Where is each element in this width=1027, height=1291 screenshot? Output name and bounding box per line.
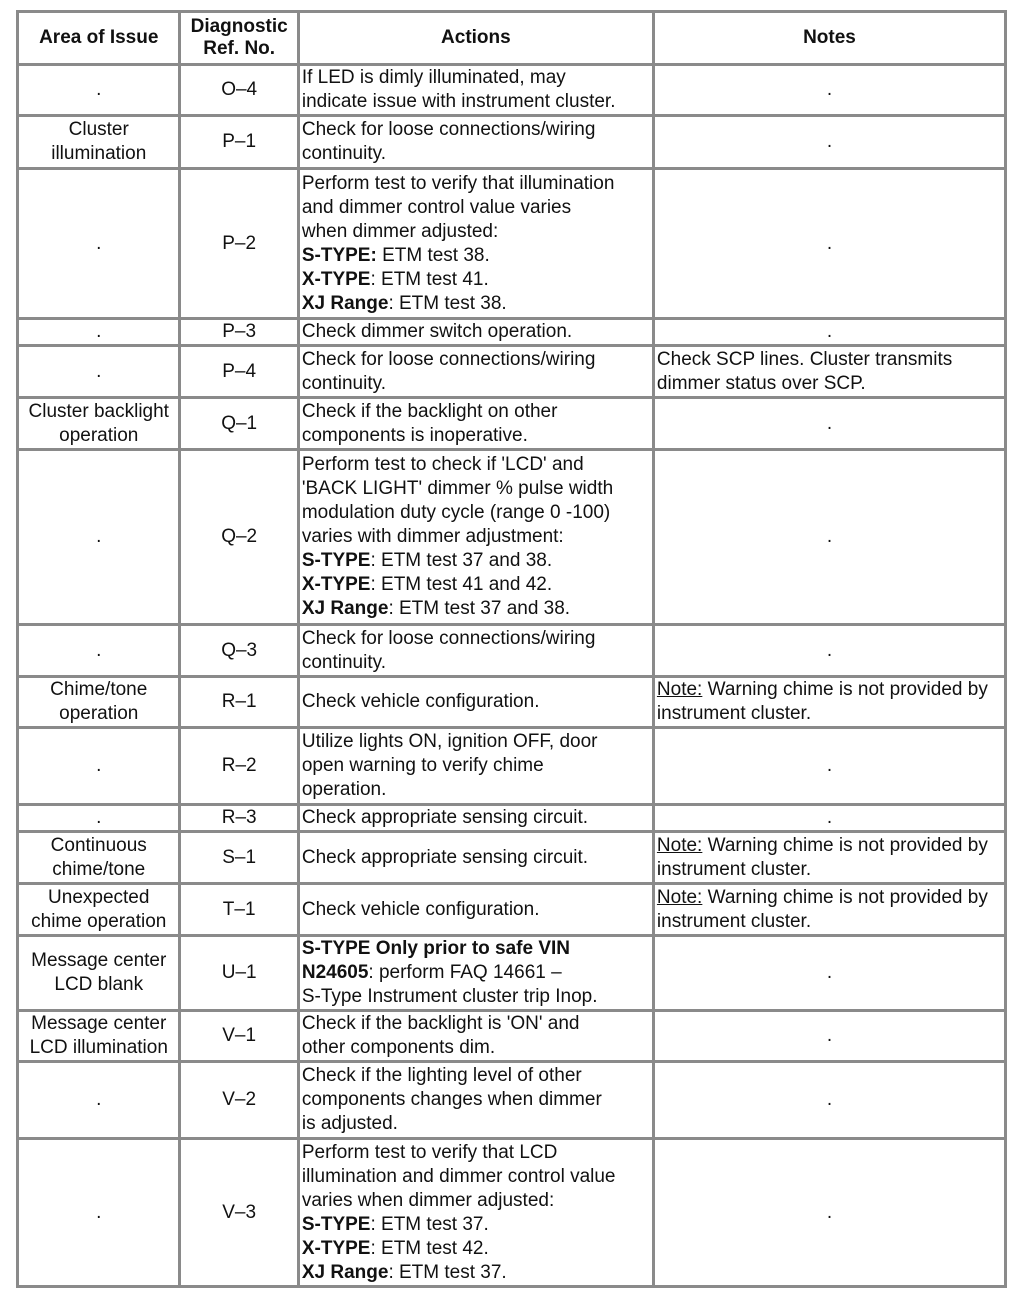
action-text: : ETM test 37 and 38. bbox=[388, 598, 571, 619]
cell-area: Unexpected chime operation bbox=[18, 884, 180, 936]
action-line bbox=[302, 690, 650, 714]
cell-actions bbox=[298, 116, 653, 169]
cell-notes: . bbox=[653, 936, 1005, 1011]
action-line bbox=[302, 372, 650, 396]
action-line bbox=[302, 90, 650, 114]
action-text: Perform test to check if 'LCD' and bbox=[301, 454, 584, 475]
cell-actions bbox=[298, 832, 653, 884]
action-text: Check if the backlight on other bbox=[301, 400, 558, 422]
action-line bbox=[302, 754, 650, 778]
cell-area: . bbox=[18, 169, 180, 319]
action-text: and dimmer control value varies bbox=[301, 196, 572, 218]
action-line bbox=[302, 846, 650, 870]
action-text: : ETM test 37 and 38. bbox=[370, 550, 553, 571]
action-text: is adjusted. bbox=[301, 1113, 398, 1134]
action-text: Check vehicle configuration. bbox=[301, 691, 540, 712]
action-line bbox=[302, 961, 650, 985]
cell-ref: P–3 bbox=[180, 319, 298, 346]
cell-ref: Q–2 bbox=[180, 450, 298, 625]
note-label: Note: bbox=[656, 886, 703, 908]
action-line bbox=[302, 400, 650, 424]
action-text: Check if the backlight is 'ON' and bbox=[301, 1013, 580, 1034]
action-text: when dimmer adjusted: bbox=[301, 220, 499, 242]
cell-ref: O–4 bbox=[180, 65, 298, 116]
table-row bbox=[18, 1139, 1006, 1287]
cell-actions bbox=[298, 450, 653, 625]
action-line bbox=[302, 778, 650, 802]
cell-ref: R–1 bbox=[180, 677, 298, 728]
cell-notes: . bbox=[653, 398, 1005, 450]
cell-actions bbox=[298, 677, 653, 728]
action-text: : ETM test 37. bbox=[370, 1213, 489, 1235]
table-row bbox=[18, 677, 1006, 728]
action-line bbox=[302, 292, 650, 316]
action-line bbox=[302, 573, 650, 597]
header-row bbox=[18, 12, 1006, 65]
action-line bbox=[302, 1141, 650, 1165]
action-text: Perform test to verify that LCD bbox=[301, 1141, 558, 1163]
action-text: illumination and dimmer control value bbox=[301, 1165, 616, 1187]
action-line bbox=[302, 501, 650, 525]
action-line bbox=[302, 1237, 650, 1261]
cell-ref: V–1 bbox=[180, 1011, 298, 1062]
cell-actions bbox=[298, 398, 653, 450]
cell-notes: . bbox=[653, 65, 1005, 116]
action-text: If LED is dimly illuminated, may bbox=[301, 67, 566, 88]
action-bold: N24605 bbox=[301, 962, 369, 983]
cell-area: . bbox=[18, 65, 180, 116]
action-text: varies with dimmer adjustment: bbox=[301, 526, 564, 547]
action-text: S-Type Instrument cluster trip Inop. bbox=[301, 986, 598, 1007]
action-bold: XJ Range bbox=[301, 598, 389, 619]
cell-notes: . bbox=[653, 169, 1005, 319]
action-line bbox=[302, 118, 650, 142]
cell-ref: S–1 bbox=[180, 832, 298, 884]
action-line bbox=[302, 937, 650, 961]
header-ref bbox=[180, 12, 298, 65]
table-row bbox=[18, 169, 1006, 319]
cell-notes: Check SCP lines. Cluster transmits dimmer status over SCP. bbox=[653, 346, 1005, 398]
table-row bbox=[18, 116, 1006, 169]
cell-area: . bbox=[18, 1062, 180, 1139]
action-bold: X-TYPE bbox=[301, 1237, 371, 1259]
cell-ref: Q–3 bbox=[180, 625, 298, 677]
cell-area: Cluster backlight operation bbox=[18, 398, 180, 450]
header-actions: Actions bbox=[298, 12, 653, 65]
action-line bbox=[302, 1112, 650, 1136]
action-line bbox=[302, 1012, 650, 1036]
table-row bbox=[18, 728, 1006, 805]
cell-area: . bbox=[18, 805, 180, 832]
action-line bbox=[302, 806, 650, 830]
cell-notes: . bbox=[653, 625, 1005, 677]
action-text: continuity. bbox=[301, 143, 386, 164]
table-row bbox=[18, 832, 1006, 884]
action-line bbox=[302, 627, 650, 651]
header-ref-line1: Diagnostic bbox=[190, 16, 288, 37]
cell-actions bbox=[298, 1062, 653, 1139]
action-line bbox=[302, 1261, 650, 1285]
header-area: Area of Issue bbox=[18, 12, 180, 65]
action-line bbox=[302, 525, 650, 549]
action-text: open warning to verify chime bbox=[301, 755, 544, 776]
table-row bbox=[18, 319, 1006, 346]
action-text: Perform test to verify that illumination bbox=[301, 172, 615, 194]
table-body bbox=[18, 65, 1006, 1287]
action-text: : ETM test 42. bbox=[370, 1237, 489, 1259]
action-text: modulation duty cycle (range 0 -100) bbox=[301, 502, 611, 523]
table-row bbox=[18, 398, 1006, 450]
cell-actions bbox=[298, 936, 653, 1011]
action-text: components is inoperative. bbox=[301, 424, 528, 446]
action-line bbox=[302, 477, 650, 501]
action-line bbox=[302, 1036, 650, 1060]
action-bold: S-TYPE bbox=[301, 550, 371, 571]
cell-actions bbox=[298, 625, 653, 677]
action-line bbox=[302, 268, 650, 292]
cell-actions bbox=[298, 805, 653, 832]
cell-actions bbox=[298, 728, 653, 805]
action-line bbox=[302, 1088, 650, 1112]
cell-ref: P–1 bbox=[180, 116, 298, 169]
cell-actions bbox=[298, 346, 653, 398]
cell-area: . bbox=[18, 346, 180, 398]
cell-ref: V–2 bbox=[180, 1062, 298, 1139]
cell-area: . bbox=[18, 728, 180, 805]
cell-ref: P–4 bbox=[180, 346, 298, 398]
cell-ref: R–2 bbox=[180, 728, 298, 805]
action-text: Check for loose connections/wiring bbox=[301, 348, 596, 370]
action-bold: XJ Range bbox=[301, 292, 389, 314]
action-text: other components dim. bbox=[301, 1037, 496, 1058]
cell-area: . bbox=[18, 1139, 180, 1287]
action-text: ETM test 38. bbox=[376, 244, 490, 266]
cell-ref: V–3 bbox=[180, 1139, 298, 1287]
action-line bbox=[302, 1213, 650, 1237]
action-text: : ETM test 41 and 42. bbox=[370, 574, 553, 595]
action-line bbox=[302, 320, 650, 344]
table-row bbox=[18, 625, 1006, 677]
action-text: : ETM test 41. bbox=[370, 268, 489, 290]
action-line bbox=[302, 1064, 650, 1088]
action-text: continuity. bbox=[301, 651, 386, 673]
cell-actions bbox=[298, 884, 653, 936]
action-line bbox=[302, 549, 650, 573]
cell-area: Cluster illumination bbox=[18, 116, 180, 169]
action-bold: XJ Range bbox=[301, 1261, 389, 1283]
cell-ref: U–1 bbox=[180, 936, 298, 1011]
action-line bbox=[302, 244, 650, 268]
action-line bbox=[302, 730, 650, 754]
action-text: : perform FAQ 14661 – bbox=[368, 962, 562, 983]
action-bold: S-TYPE bbox=[301, 1213, 371, 1235]
cell-actions bbox=[298, 1011, 653, 1062]
table-row bbox=[18, 65, 1006, 116]
action-text: Check vehicle configuration. bbox=[301, 898, 540, 920]
action-text: Utilize lights ON, ignition OFF, door bbox=[301, 731, 598, 752]
cell-notes: . bbox=[653, 1062, 1005, 1139]
action-bold: S-TYPE: bbox=[301, 244, 377, 266]
action-line bbox=[302, 1165, 650, 1189]
note-text: Warning chime is not provided by instrument cluster. bbox=[656, 834, 988, 880]
table-row bbox=[18, 1062, 1006, 1139]
cell-notes: . bbox=[653, 116, 1005, 169]
table-row bbox=[18, 346, 1006, 398]
cell-ref: P–2 bbox=[180, 169, 298, 319]
cell-area: . bbox=[18, 450, 180, 625]
diagnostic-table bbox=[16, 10, 1007, 1288]
cell-notes: . bbox=[653, 450, 1005, 625]
action-line bbox=[302, 66, 650, 90]
note-label: Note: bbox=[656, 834, 703, 856]
cell-ref: Q–1 bbox=[180, 398, 298, 450]
action-text: components changes when dimmer bbox=[301, 1089, 602, 1110]
action-line bbox=[302, 220, 650, 244]
action-line bbox=[302, 898, 650, 922]
header-ref-line2: Ref. No. bbox=[203, 38, 276, 59]
action-text: Check appropriate sensing circuit. bbox=[301, 807, 589, 828]
cell-notes: . bbox=[653, 805, 1005, 832]
cell-notes bbox=[653, 884, 1005, 936]
action-line bbox=[302, 424, 650, 448]
action-line bbox=[302, 453, 650, 477]
action-text: Check appropriate sensing circuit. bbox=[301, 846, 589, 868]
note-text: Warning chime is not provided by instrument cluster. bbox=[656, 886, 988, 932]
cell-area: Continuous chime/tone bbox=[18, 832, 180, 884]
cell-ref: R–3 bbox=[180, 805, 298, 832]
cell-area: Message center LCD blank bbox=[18, 936, 180, 1011]
action-text: indicate issue with instrument cluster. bbox=[301, 91, 616, 112]
action-text: Check if the lighting level of other bbox=[301, 1065, 582, 1086]
cell-actions bbox=[298, 65, 653, 116]
action-line bbox=[302, 1189, 650, 1213]
action-line bbox=[302, 651, 650, 675]
cell-notes bbox=[653, 832, 1005, 884]
note-label: Note: bbox=[656, 679, 703, 700]
action-line bbox=[302, 196, 650, 220]
header-notes: Notes bbox=[653, 12, 1005, 65]
table-row bbox=[18, 450, 1006, 625]
table-row bbox=[18, 884, 1006, 936]
cell-area: . bbox=[18, 319, 180, 346]
cell-area: Message center LCD illumination bbox=[18, 1011, 180, 1062]
action-line bbox=[302, 142, 650, 166]
table-row bbox=[18, 1011, 1006, 1062]
note-text: Warning chime is not provided by instrument cluster. bbox=[656, 679, 988, 724]
action-line bbox=[302, 597, 650, 621]
action-bold: X-TYPE bbox=[301, 574, 371, 595]
action-text: Check for loose connections/wiring bbox=[301, 627, 596, 649]
cell-notes bbox=[653, 677, 1005, 728]
cell-notes: . bbox=[653, 1011, 1005, 1062]
action-text: : ETM test 37. bbox=[388, 1261, 507, 1283]
action-text: : ETM test 38. bbox=[388, 292, 507, 314]
action-text: continuity. bbox=[301, 372, 386, 394]
table-row bbox=[18, 936, 1006, 1011]
cell-ref: T–1 bbox=[180, 884, 298, 936]
action-bold: S-TYPE Only prior to safe VIN bbox=[301, 938, 571, 959]
action-text: Check for loose connections/wiring bbox=[301, 119, 596, 140]
action-line bbox=[302, 172, 650, 196]
action-text: operation. bbox=[301, 779, 387, 800]
cell-notes: . bbox=[653, 728, 1005, 805]
action-text: varies when dimmer adjusted: bbox=[301, 1189, 555, 1211]
action-line bbox=[302, 348, 650, 372]
action-text: 'BACK LIGHT' dimmer % pulse width bbox=[301, 478, 614, 499]
cell-area: Chime/tone operation bbox=[18, 677, 180, 728]
cell-notes: . bbox=[653, 1139, 1005, 1287]
cell-actions bbox=[298, 1139, 653, 1287]
cell-actions bbox=[298, 319, 653, 346]
action-bold: X-TYPE bbox=[301, 268, 371, 290]
action-line bbox=[302, 985, 650, 1009]
cell-actions bbox=[298, 169, 653, 319]
action-text: Check dimmer switch operation. bbox=[301, 321, 573, 342]
cell-notes: . bbox=[653, 319, 1005, 346]
cell-area: . bbox=[18, 625, 180, 677]
table-row bbox=[18, 805, 1006, 832]
